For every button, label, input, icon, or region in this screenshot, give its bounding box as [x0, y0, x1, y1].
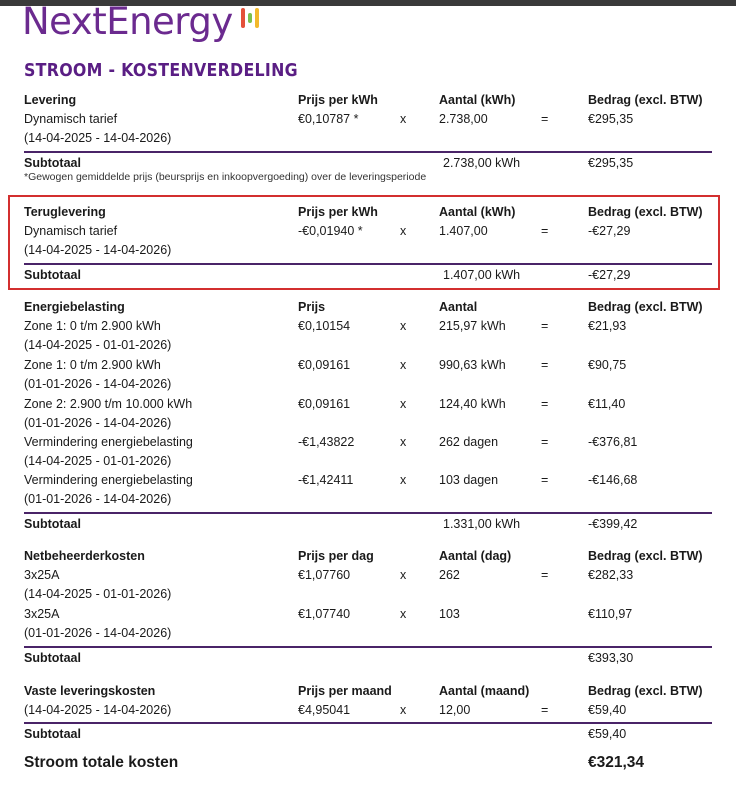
row-amount: -€27,29 [588, 224, 631, 238]
row-quantity: 12,00 [439, 703, 471, 717]
row-price: -€1,42411 [298, 473, 354, 487]
netbeheer-subtotal-amount: €393,30 [588, 651, 634, 665]
teruglevering-header-qty: Aantal (kWh) [439, 205, 516, 219]
netbeheer-header-qty: Aantal (dag) [439, 549, 512, 563]
row-quantity: 990,63 kWh [439, 358, 506, 372]
row-price: €1,07740 [298, 607, 351, 621]
row-times: x [400, 568, 407, 582]
vaste-header-price: Prijs per maand [298, 684, 392, 698]
divider [24, 722, 712, 724]
teruglevering-header-amount: Bedrag (excl. BTW) [588, 205, 703, 219]
row-times: x [400, 358, 407, 372]
netbeheer-subtotal-label: Subtotaal [24, 651, 81, 665]
row-period: (14-04-2025 - 14-04-2026) [24, 131, 172, 145]
row-times: x [400, 397, 407, 411]
vaste-subtotal-amount: €59,40 [588, 727, 627, 741]
row-quantity: 103 dagen [439, 473, 499, 487]
row-times: x [400, 703, 407, 717]
row-equals: = [541, 473, 549, 487]
row-equals: = [541, 397, 549, 411]
row-period: (01-01-2026 - 14-04-2026) [24, 377, 172, 391]
row-quantity: 2.738,00 [439, 112, 488, 126]
row-times: x [400, 319, 407, 333]
teruglevering-header-label: Teruglevering [24, 205, 106, 219]
divider [24, 646, 712, 648]
row-amount: -€146,68 [588, 473, 638, 487]
row-price: €0,10154 [298, 319, 351, 333]
levering-header-amount: Bedrag (excl. BTW) [588, 93, 703, 107]
brand-name: NextEnergy [22, 0, 233, 43]
row-quantity: 262 dagen [439, 435, 499, 449]
row-quantity: 124,40 kWh [439, 397, 506, 411]
row-amount: €59,40 [588, 703, 627, 717]
divider [24, 151, 712, 153]
energiebelasting-header-amount: Bedrag (excl. BTW) [588, 300, 703, 314]
row-equals: = [541, 568, 549, 582]
vaste-subtotal-label: Subtotaal [24, 727, 81, 741]
total-label: Stroom totale kosten [24, 754, 179, 771]
energiebelasting-header-qty: Aantal [439, 300, 478, 314]
row-quantity: 103 [439, 607, 460, 621]
row-quantity: 215,97 kWh [439, 319, 506, 333]
teruglevering-subtotal-amount: -€27,29 [588, 268, 631, 282]
row-period: (01-01-2026 - 14-04-2026) [24, 492, 172, 506]
row-times: x [400, 112, 407, 126]
row-amount: €11,40 [588, 397, 626, 411]
row-description: 3x25A [24, 607, 60, 621]
levering-subtotal-label: Subtotaal [24, 156, 81, 170]
row-amount: €90,75 [588, 358, 627, 372]
row-description: Zone 1: 0 t/m 2.900 kWh [24, 319, 161, 333]
row-description: Dynamisch tarief [24, 112, 118, 126]
row-description: Zone 2: 2.900 t/m 10.000 kWh [24, 397, 193, 411]
levering-subtotal-amount: €295,35 [588, 156, 634, 170]
energiebelasting-subtotal-label: Subtotaal [24, 517, 81, 531]
row-price: -€0,01940 * [298, 224, 363, 238]
row-period: (14-04-2025 - 01-01-2026) [24, 338, 172, 352]
teruglevering-subtotal-qty: 1.407,00 kWh [443, 268, 521, 282]
total-amount: €321,34 [588, 754, 645, 771]
energiebelasting-header-label: Energiebelasting [24, 300, 125, 314]
row-equals: = [541, 112, 549, 126]
row-equals: = [541, 224, 549, 238]
row-period: (14-04-2025 - 14-04-2026) [24, 243, 172, 257]
row-description: Vermindering energiebelasting [24, 473, 193, 487]
row-price: €0,10787 * [298, 112, 359, 126]
energiebelasting-subtotal-amount: -€399,42 [588, 517, 638, 531]
row-period: (01-01-2026 - 14-04-2026) [24, 416, 172, 430]
brand-mark-icon [241, 8, 259, 28]
row-amount: €282,33 [588, 568, 634, 582]
teruglevering-subtotal-label: Subtotaal [24, 268, 81, 282]
levering-header-label: Levering [24, 93, 77, 107]
row-amount: €110,97 [588, 607, 633, 621]
row-amount: -€376,81 [588, 435, 638, 449]
divider [24, 512, 712, 514]
row-period: (14-04-2025 - 01-01-2026) [24, 454, 172, 468]
row-period: (14-04-2025 - 14-04-2026) [24, 703, 172, 717]
vaste-header-qty: Aantal (maand) [439, 684, 530, 698]
levering-header-price: Prijs per kWh [298, 93, 378, 107]
row-amount: €295,35 [588, 112, 634, 126]
vaste-header-label: Vaste leveringskosten [24, 684, 156, 698]
energiebelasting-subtotal-qty: 1.331,00 kWh [443, 517, 521, 531]
row-period: (14-04-2025 - 01-01-2026) [24, 587, 172, 601]
row-times: x [400, 473, 407, 487]
row-price: -€1,43822 [298, 435, 355, 449]
netbeheer-header-price: Prijs per dag [298, 549, 374, 563]
netbeheer-header-label: Netbeheerderkosten [24, 549, 145, 563]
row-price: €1,07760 [298, 568, 351, 582]
row-quantity: 262 [439, 568, 460, 582]
brand-logo [22, 2, 259, 42]
levering-subtotal-qty: 2.738,00 kWh [443, 156, 521, 170]
row-description: 3x25A [24, 568, 60, 582]
energiebelasting-header-price: Prijs [298, 300, 326, 314]
row-price: €4,95041 [298, 703, 351, 717]
row-equals: = [541, 319, 549, 333]
levering-header-qty: Aantal (kWh) [439, 93, 516, 107]
row-period: (01-01-2026 - 14-04-2026) [24, 626, 172, 640]
row-description: Dynamisch tarief [24, 224, 118, 238]
row-equals: = [541, 435, 549, 449]
section-title: STROOM - KOSTENVERDELING [24, 60, 298, 81]
netbeheer-header-amount: Bedrag (excl. BTW) [588, 549, 703, 563]
row-times: x [400, 435, 407, 449]
teruglevering-header-price: Prijs per kWh [298, 205, 378, 219]
divider [24, 263, 712, 265]
row-equals: = [541, 703, 549, 717]
row-description: Zone 1: 0 t/m 2.900 kWh [24, 358, 161, 372]
row-quantity: 1.407,00 [439, 224, 488, 238]
vaste-header-amount: Bedrag (excl. BTW) [588, 684, 703, 698]
row-description: Vermindering energiebelasting [24, 435, 193, 449]
row-equals: = [541, 358, 549, 372]
footnote: *Gewogen gemiddelde prijs (beursprijs en inkoopvergoeding) over de leveringsperiode [24, 171, 427, 183]
row-times: x [400, 224, 407, 238]
row-price: €0,09161 [298, 397, 351, 411]
row-price: €0,09161 [298, 358, 351, 372]
row-times: x [400, 607, 407, 621]
row-amount: €21,93 [588, 319, 627, 333]
